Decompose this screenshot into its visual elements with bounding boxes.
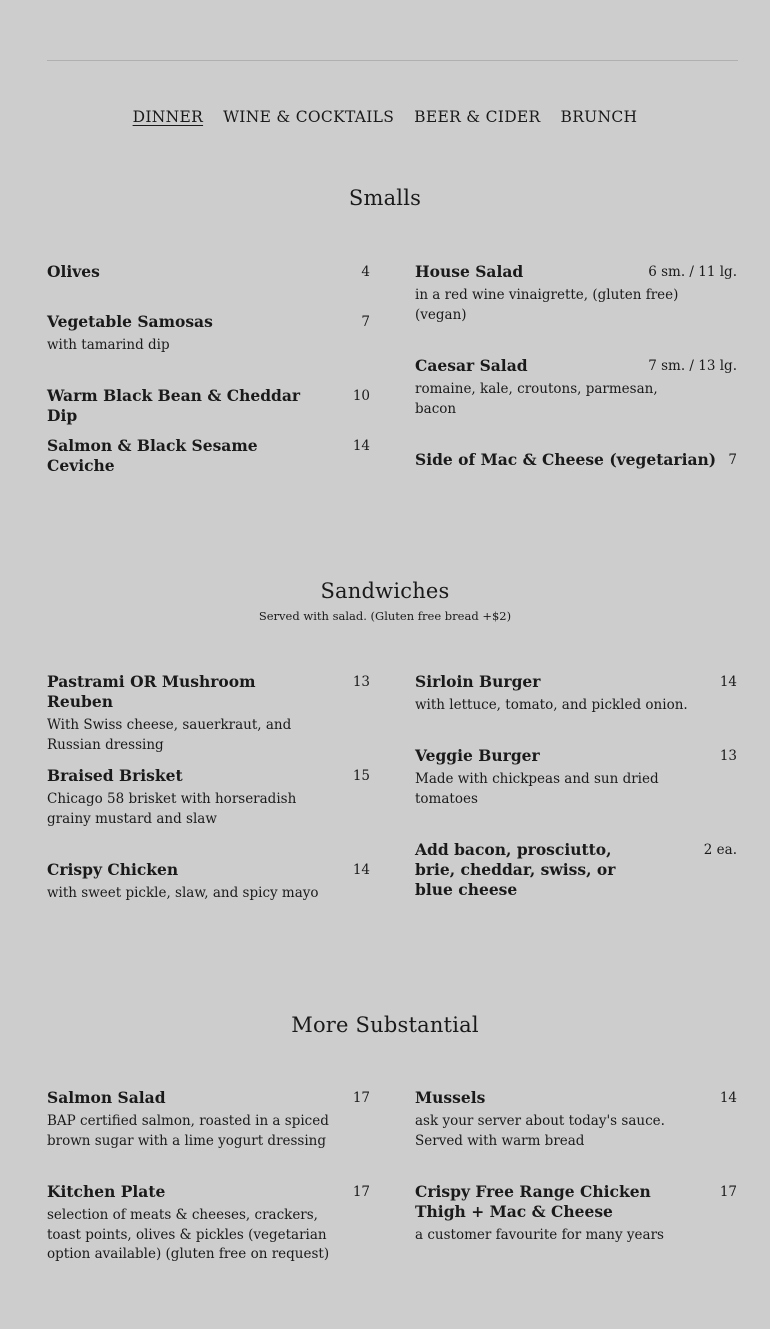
item-name: Vegetable Samosas	[47, 312, 213, 331]
item-price: 17	[719, 1184, 737, 1200]
menu-item	[415, 450, 737, 470]
item-description: with sweet pickle, slaw, and spicy mayo	[47, 885, 319, 901]
section-title-more-substantial: More Substantial	[291, 1013, 479, 1037]
item-name: House Salad	[415, 262, 524, 281]
item-price: 2 ea.	[703, 842, 737, 858]
item-name: Salmon & Black Sesame Ceviche	[47, 436, 258, 475]
nav-dinner[interactable]: DINNER	[132, 108, 204, 126]
item-name: Pastrami OR Mushroom Reuben	[47, 672, 256, 711]
item-name: Veggie Burger	[415, 746, 540, 765]
menu-item	[47, 672, 370, 755]
menu-item	[415, 746, 737, 809]
menu-item	[415, 1182, 737, 1246]
nav-brunch[interactable]: BRUNCH	[560, 108, 638, 126]
item-name: Sirloin Burger	[415, 672, 541, 691]
item-price: 17	[352, 1184, 370, 1200]
menu-item	[47, 386, 370, 426]
item-price: 14	[352, 862, 370, 878]
menu-nav	[0, 108, 770, 126]
item-description: a customer favourite for many years	[415, 1227, 664, 1243]
item-price: 13	[719, 748, 737, 764]
item-price: 7 sm. / 13 lg.	[648, 358, 737, 374]
item-description: With Swiss cheese, sauerkraut, and Russian dressing	[47, 717, 292, 753]
menu-item	[47, 436, 370, 476]
item-name: Crispy Free Range Chicken Thigh + Mac & Cheese	[415, 1182, 651, 1221]
item-description: Made with chickpeas and sun dried tomatoes	[415, 771, 659, 807]
item-description: BAP certified salmon, roasted in a spiced brown sugar with a lime yogurt dressing	[47, 1113, 329, 1149]
section-title-smalls: Smalls	[348, 186, 422, 210]
item-description: with lettuce, tomato, and pickled onion.	[415, 697, 688, 713]
menu-item	[47, 766, 370, 829]
menu-item	[47, 1088, 370, 1151]
nav-wine-cocktails[interactable]: WINE & COCKTAILS	[223, 108, 395, 126]
item-description: in a red wine vinaigrette, (gluten free) (vegan)	[415, 287, 679, 323]
section-subtitle-sandwiches: Served with salad. (Gluten free bread +$2)	[258, 609, 512, 623]
menu-item	[47, 312, 370, 356]
menu-item	[47, 262, 370, 282]
item-name: Braised Brisket	[47, 766, 183, 785]
item-price: 7	[728, 452, 737, 468]
item-description: Chicago 58 brisket with horseradish grainy mustard and slaw	[47, 791, 297, 827]
item-name: Olives	[47, 262, 100, 281]
item-name: Warm Black Bean & Cheddar Dip	[47, 386, 301, 425]
item-description: selection of meats & cheeses, crackers, toast points, olives & pickles (vegetarian option available) (gluten free on request)	[47, 1207, 330, 1262]
section-title-sandwiches: Sandwiches	[320, 579, 450, 603]
menu-item	[415, 840, 737, 900]
item-description: ask your server about today's sauce. Served with warm bread	[415, 1113, 665, 1149]
menu-item	[47, 860, 370, 904]
item-price: 14	[719, 674, 737, 690]
nav-beer-cider[interactable]: BEER & CIDER	[414, 108, 541, 126]
item-description: romaine, kale, croutons, parmesan, bacon	[415, 381, 658, 417]
item-name: Salmon Salad	[47, 1088, 166, 1107]
item-price: 7	[361, 314, 370, 330]
item-name: Side of Mac & Cheese (vegetarian)	[415, 450, 717, 469]
item-description: with tamarind dip	[47, 337, 170, 353]
menu-item	[415, 356, 737, 419]
item-name: Add bacon, prosciutto, brie, cheddar, swiss, or blue cheese	[415, 840, 616, 899]
menu-item	[415, 262, 737, 325]
item-price: 13	[352, 674, 370, 690]
top-divider	[47, 60, 738, 61]
item-price: 10	[352, 388, 370, 404]
item-price: 15	[352, 768, 370, 784]
item-price: 14	[352, 438, 370, 454]
item-name: Mussels	[415, 1088, 486, 1107]
item-price: 14	[719, 1090, 737, 1106]
menu-item	[415, 672, 737, 716]
item-name: Kitchen Plate	[47, 1182, 166, 1201]
menu-item	[415, 1088, 737, 1151]
item-name: Crispy Chicken	[47, 860, 179, 879]
item-price: 17	[352, 1090, 370, 1106]
item-price: 6 sm. / 11 lg.	[648, 264, 737, 280]
menu-item	[47, 1182, 370, 1265]
item-name: Caesar Salad	[415, 356, 528, 375]
item-price: 4	[361, 264, 370, 280]
